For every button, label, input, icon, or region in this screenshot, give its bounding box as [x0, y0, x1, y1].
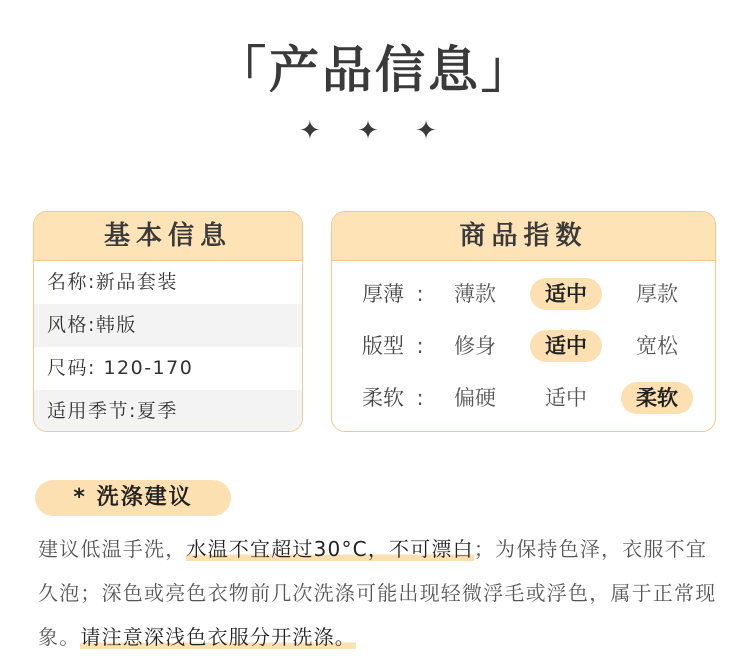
washing-text-part: ；为保持色泽，衣服不宜久泡；深色或亮色衣物前几次洗涤可能出现轻微浮毛或浮色，属于正常现象。: [38, 537, 717, 649]
index-colon: :: [416, 282, 424, 306]
index-option: 适中: [545, 386, 587, 410]
page-title: 「产品信息」: [216, 41, 534, 99]
basic-info-card: [33, 211, 303, 432]
basic-info-season: 适用季节:夏季: [34, 390, 302, 432]
index-label: 柔软: [362, 386, 404, 410]
index-row-fit: [332, 320, 715, 372]
index-row-softness: [332, 372, 715, 424]
index-option: 薄款: [454, 282, 496, 306]
index-option-selected: 适中: [530, 330, 602, 362]
basic-info-style: 风格:韩版: [34, 304, 302, 347]
index-option: 修身: [454, 334, 496, 358]
index-option: 偏硬: [454, 386, 496, 410]
washing-text: [38, 527, 728, 659]
washing-title: * 洗涤建议: [35, 480, 231, 516]
index-colon: :: [416, 386, 424, 410]
star-decoration-icon: ✦ ✦ ✦: [299, 116, 451, 146]
washing-highlight: 请注意深浅色衣服分开洗涤。: [80, 625, 357, 649]
index-option-selected: 适中: [530, 278, 602, 310]
product-index-card: [331, 211, 716, 432]
index-label: 厚薄: [362, 282, 404, 306]
basic-info-title: 基本信息: [34, 212, 302, 261]
washing-highlight: 水温不宜超过30°C，不可漂白: [186, 537, 474, 561]
basic-info-size: 尺码: 120-170: [47, 357, 194, 379]
index-option: 宽松: [636, 334, 678, 358]
index-option-selected: 柔软: [621, 382, 693, 414]
index-option: 厚款: [636, 282, 678, 306]
index-row-thickness: [332, 268, 715, 320]
index-label: 版型: [362, 334, 404, 358]
index-colon: :: [416, 334, 424, 358]
washing-text-part: 建议低温手洗，: [38, 537, 187, 561]
basic-info-name: 名称:新品套装: [47, 271, 178, 293]
product-index-title: 商品指数: [332, 212, 715, 261]
